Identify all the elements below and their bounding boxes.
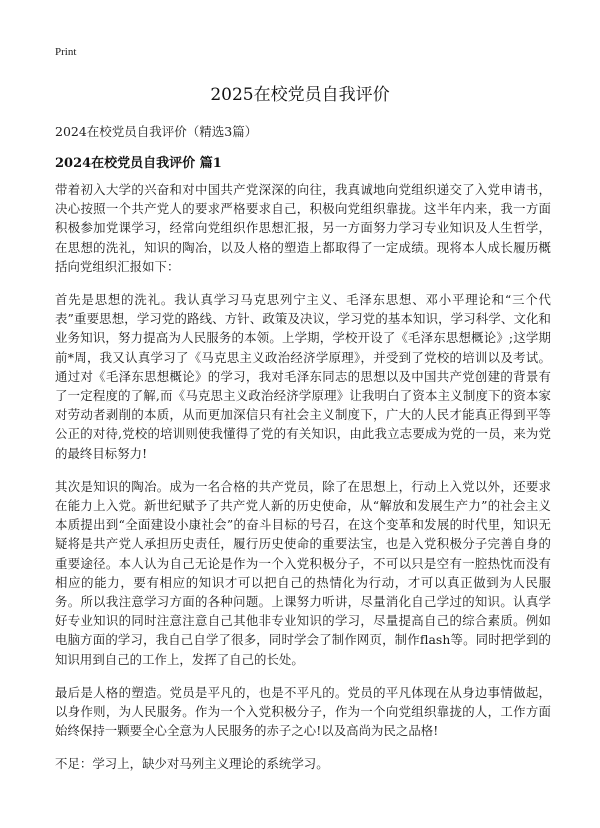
section-heading: 2024在校党员自我评价 篇1 bbox=[55, 156, 222, 171]
paragraph-character: 最后是人格的塑造。党员是平凡的，也是不平凡的。党员的平凡体现在从身边事情做起，以身作则，为人民服务。作为一个入党积极分子，作为一个向党组织靠拢的人，工作方面始终保持一颗要全心全意为人民服务的赤子之心!以及高尚为民之品格! bbox=[55, 684, 551, 739]
paragraph-thought: 首先是思想的洗礼。我认真学习马克思列宁主义、毛泽东思想、邓小平理论和“三个代表”重要思想，学习党的路线、方针、政策及决议，学习党的基本知识，学习科学、文化和业务知识，努力提高为人民服务的本领。上学期，学校开设了《毛泽东思想概论》;这学期前*周，我又认真学习了《马克思主义政治经济学原理》，并受到了党校的培训以及考试。通过对《毛泽东思想概论》的学习，我对毛泽东同志的思想以及中国共产党创建的背景有了一定程度的了解,而《马克思主义政治经济学原理》让我明白了资本主义制度下的资本家对劳动者剥削的本质，从而更加深信只有社会主义制度下，广大的人民才能真正得到平等公正的对待,党校的培训则使我懂得了党的有关知识，由此我立志要成为党的一员，来为党的最终目标努力! bbox=[55, 292, 551, 461]
document-title: 2025在校党员自我评价 bbox=[210, 85, 390, 105]
document-body bbox=[55, 180, 551, 788]
paragraph-knowledge: 其次是知识的陶冶。成为一名合格的共产党员，除了在思想上，行动上入党以外，还要求在能力上入党。新世纪赋予了共产党人新的历史使命，从“解放和发展生产力”的社会主义本质提出到“全面建设小康社会”的奋斗目标的号召，在这个变革和发展的时代里，知识无疑将是共产党人承担历史责任，履行历史使命的重要法宝，也是入党积极分子完善自身的重要途径。本人认为自己无论是作为一个入党积极分子，不可以只是空有一腔热忱而没有相应的能力，要有相应的知识才可以把自己的热情化为行动，才可以真正做到为人民服务。所以我注意学习方面的各种问题。上课努力听讲，尽量消化自己学过的知识。认真学好专业知识的同时注意注意自己其他非专业知识的学习，尽量提高自己的综合素质。例如电脑方面的学习，我自己自学了很多，同时学会了制作网页，制作flash等。同时把学到的知识用到自己的工作上，发挥了自己的长处。 bbox=[55, 478, 551, 667]
document-subtitle: 2024在校党员自我评价（精选3篇） bbox=[55, 124, 258, 139]
paragraph-shortcomings: 不足：学习上，缺少对马列主义理论的系统学习。 bbox=[55, 756, 329, 772]
print-label: Print bbox=[55, 46, 77, 58]
paragraph-intro: 带着初入大学的兴奋和对中国共产党深深的向往，我真诚地向党组织递交了入党申请书，决心按照一个共产党人的要求严格要求自己，积极向党组织靠拢。这半年内来，我一方面积极参加党课学习，经常向党组织作思想汇报，另一方面努力学习专业知识及人生哲学，在思想的洗礼，知识的陶冶，以及人格的塑造上都取得了一定成绩。现将本人成长履历概括向党组织汇报如下： bbox=[55, 182, 551, 274]
